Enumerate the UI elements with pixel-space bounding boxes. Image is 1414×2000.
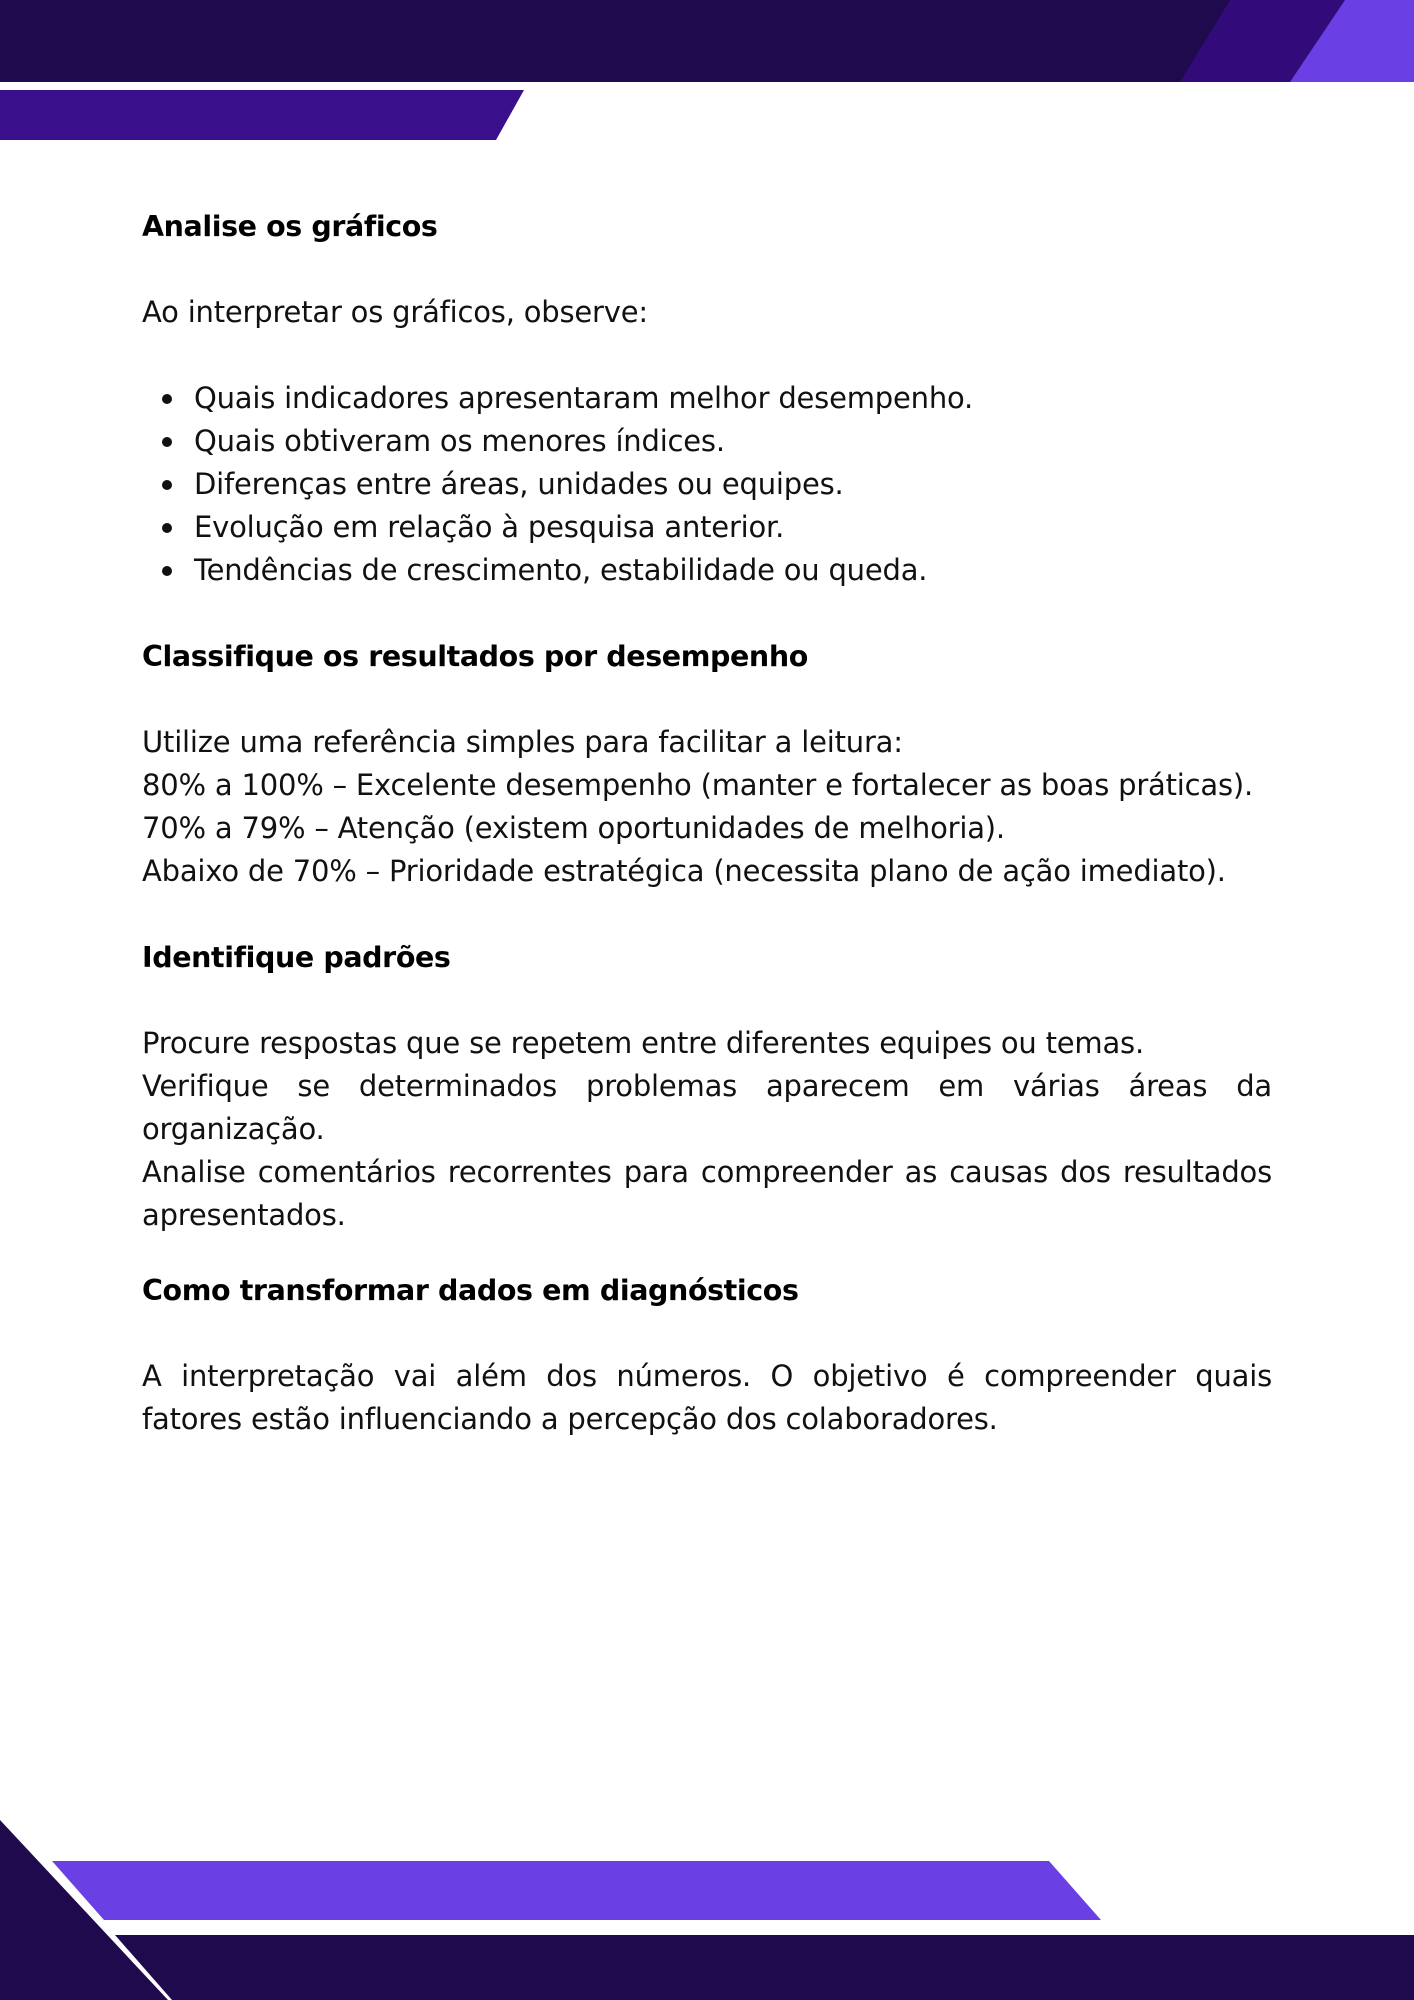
footer-bright-bar: [52, 1861, 1101, 1920]
header-white-line: [0, 82, 1414, 90]
bullet-icon: [162, 566, 172, 576]
footer-corner-triangle: [0, 1820, 168, 2000]
list-item: Quais indicadores apresentaram melhor desempenho.: [142, 377, 1272, 420]
heading-identify-patterns: Identifique padrões: [142, 941, 451, 974]
footer-dark-band: [115, 1935, 1414, 2000]
heading-classify-results: Classifique os resultados por desempenho: [142, 640, 808, 673]
patterns-line-2: Verifique se determinados problemas aparecem em várias áreas da organização.: [142, 1069, 1272, 1146]
bullet-icon: [162, 394, 172, 404]
patterns-line-3: Analise comentários recorrentes para compreender as causas dos resultados apresentados.: [142, 1155, 1272, 1232]
list-item: Quais obtiveram os menores índices.: [142, 420, 1272, 463]
list-item: Evolução em relação à pesquisa anterior.: [142, 506, 1272, 549]
header-dark-band: [0, 0, 1414, 82]
classify-intro: Utilize uma referência simples para facilitar a leitura:: [142, 725, 903, 759]
header-mid-stripe: [1180, 0, 1345, 82]
page-content: [142, 205, 1272, 1441]
patterns-line-1: Procure respostas que se repetem entre diferentes equipes ou temas.: [142, 1026, 1144, 1060]
classify-line-excellent: 80% a 100% – Excelente desempenho (manter e fortalecer as boas práticas).: [142, 768, 1254, 802]
diagnostics-text: A interpretação vai além dos números. O objetivo é compreender quais fatores estão influenciando a percepção dos colaboradores.: [142, 1359, 1272, 1436]
list-item: Tendências de crescimento, estabilidade ou queda.: [142, 549, 1272, 592]
heading-data-to-diagnostics: Como transformar dados em diagnósticos: [142, 1274, 799, 1307]
classify-line-attention: 70% a 79% – Atenção (existem oportunidades de melhoria).: [142, 811, 1005, 845]
heading-analyze-charts: Analise os gráficos: [142, 210, 438, 243]
classify-line-priority: Abaixo de 70% – Prioridade estratégica (necessita plano de ação imediato).: [142, 854, 1226, 888]
bullet-icon: [162, 437, 172, 447]
analyze-bullet-list: [142, 377, 1272, 592]
header-bright-stripe: [1290, 0, 1414, 82]
bullet-icon: [162, 480, 172, 490]
list-item: Diferenças entre áreas, unidades ou equipes.: [142, 463, 1272, 506]
analyze-intro: Ao interpretar os gráficos, observe:: [142, 295, 648, 329]
header-purple-bar: [0, 90, 524, 140]
bullet-icon: [162, 523, 172, 533]
